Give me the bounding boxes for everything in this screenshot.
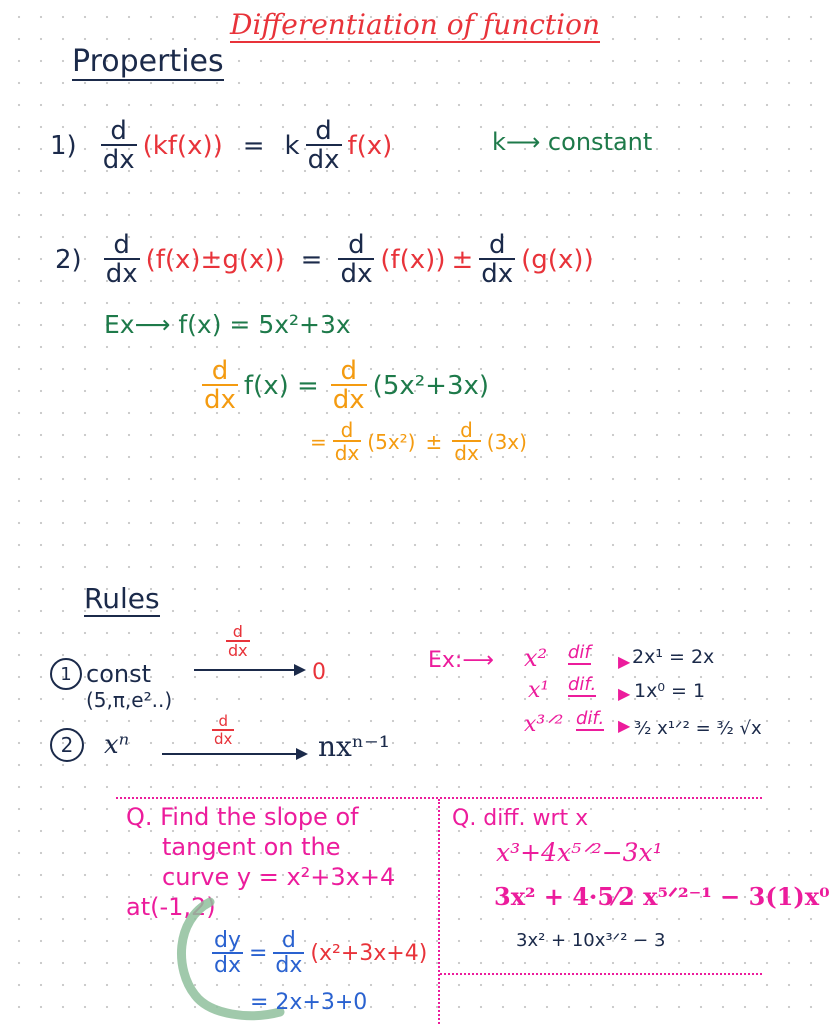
equals-sign: = <box>248 941 268 966</box>
example-2-input: x¹ <box>528 678 550 703</box>
rule-2-result: nxⁿ⁻¹ <box>318 730 390 763</box>
constant-k: k <box>284 130 300 161</box>
question-1-step-1-rhs: (x²+3x+4) <box>310 941 428 966</box>
derivative-operator: $\frac{d}{dx}$ <box>105 230 138 289</box>
constant-note: k⟶ constant <box>492 128 653 156</box>
properties-heading: Properties <box>72 44 224 79</box>
property-1-number: 1) <box>50 130 77 161</box>
example-3-input: x³ᐟ² <box>524 712 564 737</box>
derivative-operator: $\frac{d}{dx}$ <box>334 418 360 465</box>
example-line-3-term-b: (3x) <box>486 429 527 454</box>
question-2-step-1: 3x² + 4·5⁄2 x⁵ᐟ²⁻¹ − 3(1)x⁰ <box>494 882 830 911</box>
rule-1-examples: (5,π,e²..) <box>86 688 173 712</box>
property-2-number: 2) <box>55 244 82 275</box>
derivative-operator: $\frac{d}{dx}$ <box>481 230 514 289</box>
question-1-line-2: tangent on the <box>162 833 341 861</box>
example-3-output: ³⁄₂ x¹ᐟ² = ³⁄₂ √x <box>634 718 762 739</box>
rule-1-label: const <box>86 660 152 688</box>
example-1-dif: dif <box>568 642 591 663</box>
property-1-rhs-arg: f(x) <box>347 130 393 161</box>
divider-right-bottom <box>440 973 762 975</box>
question-1-line-1: Q. Find the slope of <box>126 803 359 831</box>
example-line-3 <box>310 420 527 463</box>
arrow-right-icon: ▶ <box>618 652 631 671</box>
example-line-2 <box>202 358 489 413</box>
rules-example-label: Ex:⟶ <box>428 648 494 673</box>
property-2-rhs1: (f(x)) <box>380 244 446 275</box>
question-1-step-2: = 2x+3+0 <box>250 990 368 1015</box>
property-1 <box>50 118 392 173</box>
derivative-operator: $\frac{d}{dx}$ <box>275 928 303 978</box>
example-line-2-lhs: f(x) = <box>243 370 319 401</box>
example-1-input: x² <box>524 644 548 672</box>
equals-sign: = <box>300 244 323 275</box>
derivative-operator: $\frac{d}{dx}$ <box>228 622 248 660</box>
derivative-operator: $\frac{d}{dx}$ <box>102 116 135 175</box>
derivative-operator: $\frac{d}{dx}$ <box>214 712 233 748</box>
rule-1-arrow <box>190 622 310 682</box>
example-2-dif: dif. <box>568 674 597 695</box>
derivative-operator: $\frac{d}{dx}$ <box>307 116 340 175</box>
question-1-step-1 <box>212 930 427 977</box>
equals-sign: = <box>310 429 327 454</box>
question-1-line-4: at(-1,2) <box>126 893 216 921</box>
rules-heading: Rules <box>84 582 160 615</box>
example-3-dif: dif. <box>576 708 605 729</box>
rule-2-arrow <box>160 718 312 768</box>
derivative-operator: $\frac{d}{dx}$ <box>454 418 479 465</box>
rule-1-number: 1 <box>50 658 82 690</box>
property-1-lhs-arg: (kf(x)) <box>142 130 223 161</box>
derivative-operator: $\frac{d}{dx}$ <box>204 356 236 415</box>
arrow-right-icon: ▶ <box>618 684 631 703</box>
example-2-output: 1x⁰ = 1 <box>634 680 706 702</box>
page-title: Differentiation of function <box>230 8 601 41</box>
rule-1 <box>50 658 151 690</box>
plus-minus-sign: ± <box>425 429 443 454</box>
example-line-3-term-a: (5x²) <box>367 429 416 454</box>
example-line-2-rhs: (5x²+3x) <box>372 370 490 401</box>
rule-2 <box>50 728 129 762</box>
example-line-1: Ex⟶ f(x) = 5x²+3x <box>104 310 351 339</box>
equals-sign: = <box>242 130 265 161</box>
example-1-output: 2x¹ = 2x <box>632 646 715 668</box>
rule-2-lhs: xⁿ <box>104 730 130 760</box>
question-2-answer: 3x² + 10x³ᐟ² − 3 <box>516 930 666 951</box>
property-2-rhs2: (g(x)) <box>521 244 594 275</box>
property-2-lhs-arg: (f(x)±g(x)) <box>145 244 285 275</box>
dy-dx-fraction: $\frac{dy}{dx}$ <box>214 928 241 978</box>
rule-2-number: 2 <box>50 728 84 762</box>
question-2-expression: x³+4x⁵ᐟ²−3x¹ <box>496 838 663 867</box>
arrow-right-icon: ▶ <box>618 716 631 735</box>
derivative-operator: $\frac{d}{dx}$ <box>332 356 365 415</box>
divider-vertical <box>438 799 440 1024</box>
question-2-title: Q. diff. wrt x <box>452 806 589 831</box>
rule-1-result: 0 <box>312 660 326 685</box>
plus-minus-sign: ± <box>451 244 474 275</box>
derivative-operator: $\frac{d}{dx}$ <box>340 230 373 289</box>
question-1-line-3: curve y = x²+3x+4 <box>162 863 396 891</box>
property-2 <box>55 232 594 287</box>
